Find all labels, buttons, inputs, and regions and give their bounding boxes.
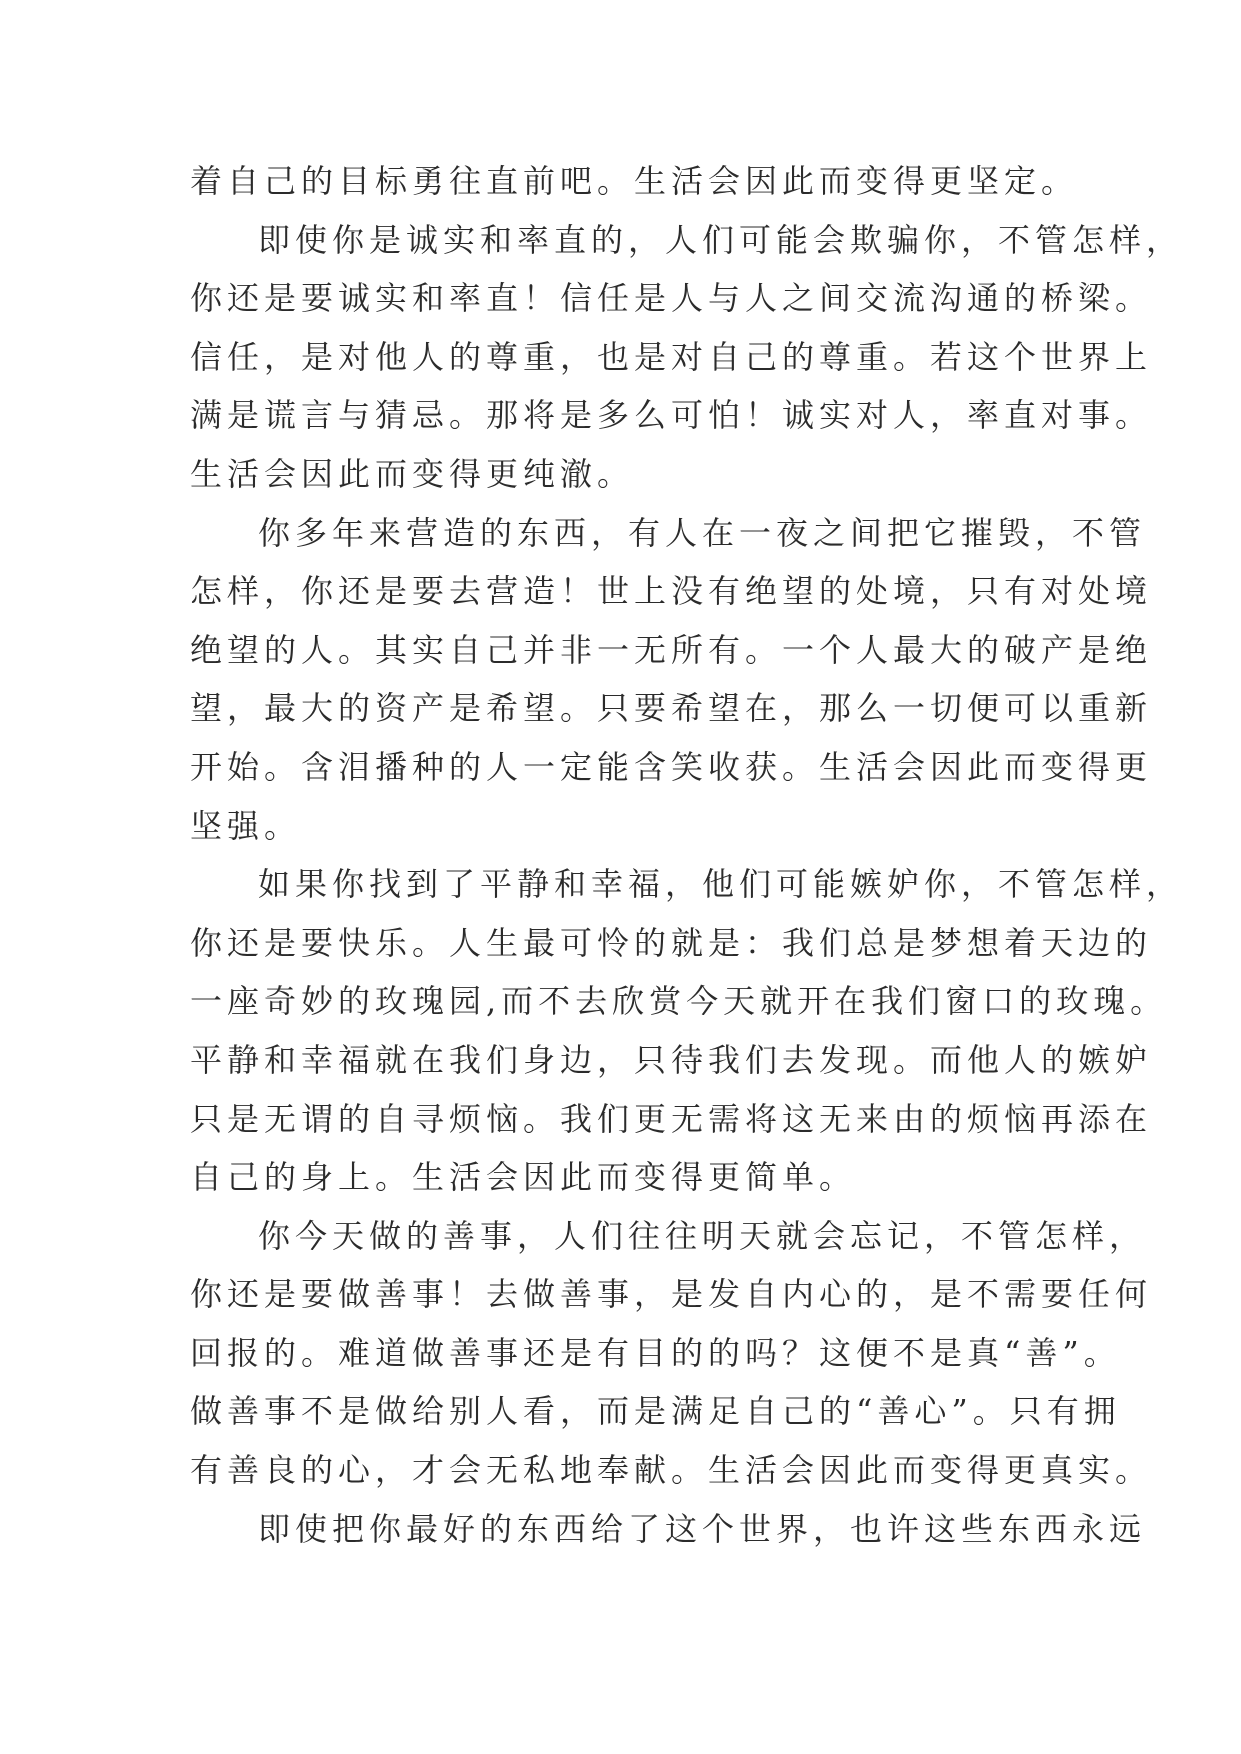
text-line: 生活会因此而变得更纯澈。 [190,454,635,493]
text-line: 着自己的目标勇往直前吧。生活会因此而变得更坚定。 [190,162,1079,200]
text-line: 你还是要做善事！去做善事，是发自内心的，是不需要任何 [190,1275,1153,1314]
text-line: 你今天做的善事，人们往往明天就会忘记，不管怎样， [258,1216,1147,1255]
text-line: 满是谎言与猜忌。那将是多么可怕！诚实对人，率直对事。 [190,396,1153,435]
text-line: 有善良的心，才会无私地奉献。生活会因此而变得更真实。 [190,1451,1153,1490]
text-line: 即使把你最好的东西给了这个世界，也许这些东西永远 [258,1509,1147,1548]
text-line: 平静和幸福就在我们身边，只待我们去发现。而他人的嫉妒 [190,1040,1153,1079]
text-line: 你还是要诚实和率直！信任是人与人之间交流沟通的桥梁。 [190,279,1153,318]
text-line: 自己的身上。生活会因此而变得更简单。 [190,1158,857,1197]
text-line: 信任，是对他人的尊重，也是对自己的尊重。若这个世界上 [190,337,1153,376]
text-line: 怎样，你还是要去营造！世上没有绝望的处境，只有对处境 [190,572,1153,611]
text-line: 如果你找到了平静和幸福，他们可能嫉妒你，不管怎样， [258,865,1184,904]
text-line: 回报的。难道做善事还是有目的的吗？这便不是真“善”。 [190,1333,1121,1372]
text-line: 做善事不是做给别人看，而是满足自己的“善心”。只有拥 [190,1392,1121,1431]
text-line: 望，最大的资产是希望。只要希望在，那么一切便可以重新 [190,689,1153,728]
text-line: 绝望的人。其实自己并非一无所有。一个人最大的破产是绝 [190,630,1153,669]
text-line: 即使你是诚实和率直的，人们可能会欺骗你，不管怎样， [258,220,1184,259]
text-line: 一座奇妙的玫瑰园,而不去欣赏今天就开在我们窗口的玫瑰。 [190,982,1168,1021]
body-text [190,152,1184,1558]
text-line: 你还是要快乐。人生最可怜的就是：我们总是梦想着天边的 [190,923,1153,962]
text-line: 只是无谓的自寻烦恼。我们更无需将这无来由的烦恼再添在 [190,1099,1153,1138]
text-line: 你多年来营造的东西，有人在一夜之间把它摧毁，不管 [258,513,1147,552]
text-line: 开始。含泪播种的人一定能含笑收获。生活会因此而变得更 [190,747,1153,786]
text-line: 坚强。 [190,806,302,845]
